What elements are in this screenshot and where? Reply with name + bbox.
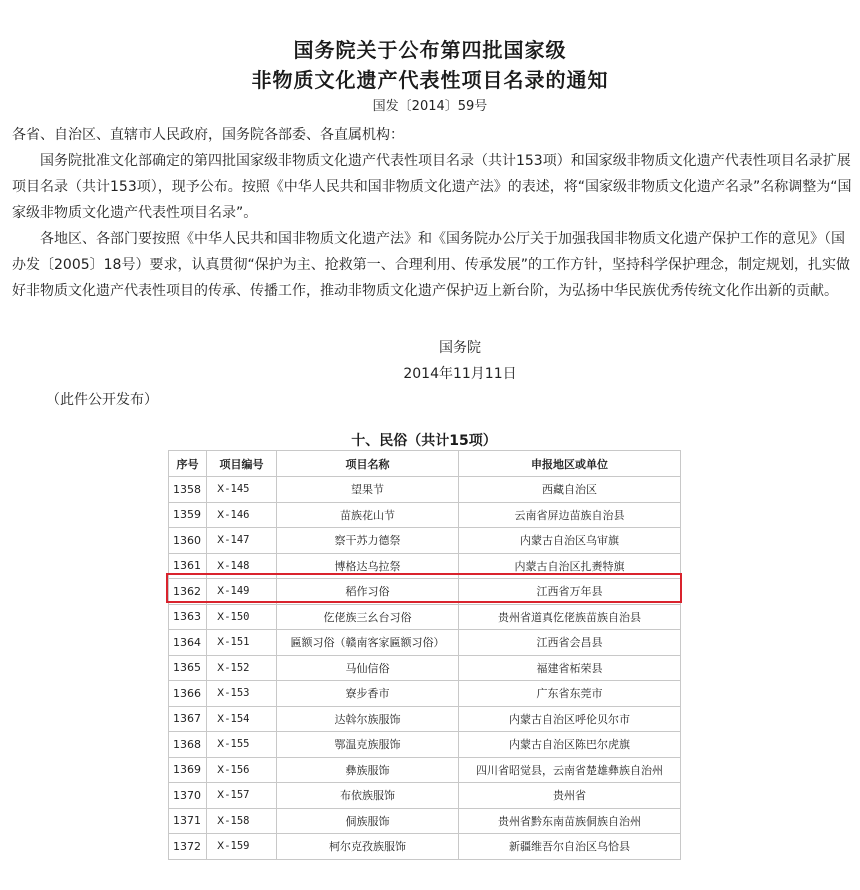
cell-code: Ⅹ-151 (207, 630, 277, 656)
issue-date: 2014年11月11日 (403, 366, 517, 382)
table-row (169, 528, 681, 554)
cell-code: Ⅹ-156 (207, 757, 277, 783)
cell-area: 四川省昭觉县，云南省楚雄彝族自治州 (459, 757, 681, 783)
table-row (169, 655, 681, 681)
cell-name: 布依族服饰 (277, 783, 459, 809)
header-code: 项目编号 (207, 451, 277, 477)
cell-code: Ⅹ-150 (207, 604, 277, 630)
cell-no: 1365 (169, 655, 207, 681)
cell-name: 达斡尔族服饰 (277, 706, 459, 732)
cell-code: Ⅹ-148 (207, 553, 277, 579)
issuer: 国务院 (439, 340, 481, 356)
cell-name: 博格达乌拉祭 (277, 553, 459, 579)
cell-no: 1366 (169, 681, 207, 707)
table-row (169, 706, 681, 732)
cell-code: Ⅹ-145 (207, 477, 277, 503)
cell-name: 匾额习俗（赣南客家匾额习俗） (277, 630, 459, 656)
cell-area: 江西省万年县 (459, 579, 681, 605)
cell-area: 内蒙古自治区扎赉特旗 (459, 553, 681, 579)
cell-code: Ⅹ-153 (207, 681, 277, 707)
cell-area: 新疆维吾尔自治区乌恰县 (459, 834, 681, 860)
cell-no: 1368 (169, 732, 207, 758)
table-row (169, 604, 681, 630)
cell-no: 1371 (169, 808, 207, 834)
cell-name: 马仙信俗 (277, 655, 459, 681)
table-row (169, 783, 681, 809)
cell-code: Ⅹ-157 (207, 783, 277, 809)
table-row (169, 834, 681, 860)
cell-name: 察干苏力德祭 (277, 528, 459, 554)
table-caption: 十、民俗（共计15项） (351, 433, 497, 449)
paragraph-1: 国务院批准文化部确定的第四批国家级非物质文化遗产代表性项目名录（共计153项）和国家级非物质文化遗产代表性项目名录扩展项目名录（共计153项），现予公布。按照《中华人民共和国非物质文化遗产法》的表述，将“国家级非物质文化遗产名录”名称调整为“国家级非物质文化遗产代表性项目名录”。 (12, 153, 852, 221)
cell-code: Ⅹ-155 (207, 732, 277, 758)
cell-area: 西藏自治区 (459, 477, 681, 503)
cell-area: 内蒙古自治区陈巴尔虎旗 (459, 732, 681, 758)
cell-name: 苗族花山节 (277, 502, 459, 528)
cell-area: 云南省屏边苗族自治县 (459, 502, 681, 528)
cell-no: 1372 (169, 834, 207, 860)
table-row (169, 808, 681, 834)
cell-area: 贵州省道真仡佬族苗族自治县 (459, 604, 681, 630)
cell-name: 侗族服饰 (277, 808, 459, 834)
table-row-highlighted (169, 579, 681, 605)
table-row (169, 732, 681, 758)
cell-no: 1362 (169, 579, 207, 605)
table-row (169, 553, 681, 579)
header-no: 序号 (169, 451, 207, 477)
cell-code: Ⅹ-149 (207, 579, 277, 605)
cell-no: 1369 (169, 757, 207, 783)
cell-code: Ⅹ-152 (207, 655, 277, 681)
cell-code: Ⅹ-147 (207, 528, 277, 554)
cell-name: 寮步香市 (277, 681, 459, 707)
cell-code: Ⅹ-158 (207, 808, 277, 834)
cell-code: Ⅹ-159 (207, 834, 277, 860)
cell-name: 望果节 (277, 477, 459, 503)
cell-no: 1361 (169, 553, 207, 579)
cell-no: 1370 (169, 783, 207, 809)
notice-title-line2: 非物质文化遗产代表性项目名录的通知 (251, 68, 609, 92)
cell-area: 广东省东莞市 (459, 681, 681, 707)
table-row (169, 681, 681, 707)
table-row (169, 757, 681, 783)
cell-area: 内蒙古自治区乌审旗 (459, 528, 681, 554)
cell-no: 1358 (169, 477, 207, 503)
cell-name: 彝族服饰 (277, 757, 459, 783)
table-row (169, 477, 681, 503)
addressee: 各省、自治区、直辖市人民政府，国务院各部委、各直属机构： (12, 127, 404, 143)
document-number: 国发〔2014〕59号 (372, 99, 488, 114)
header-name: 项目名称 (277, 451, 459, 477)
cell-area: 内蒙古自治区呼伦贝尔市 (459, 706, 681, 732)
cell-name: 柯尔克孜族服饰 (277, 834, 459, 860)
cell-area: 江西省会昌县 (459, 630, 681, 656)
header-area: 申报地区或单位 (459, 451, 681, 477)
cell-no: 1367 (169, 706, 207, 732)
cell-area: 贵州省 (459, 783, 681, 809)
table-row (169, 502, 681, 528)
table-row (169, 630, 681, 656)
cell-no: 1359 (169, 502, 207, 528)
paragraph-2: 各地区、各部门要按照《中华人民共和国非物质文化遗产法》和《国务院办公厅关于加强我国非物质文化遗产保护工作的意见》（国办发〔2005〕18号）要求，认真贯彻“保护为主、抢救第一、合理利用、传承发展”的工作方针，坚持科学保护理念，制定规划，扎实做好非物质文化遗产代表性项目的传承、传播工作，推动非物质文化遗产保护迈上新台阶，为弘扬中华民族优秀传统文化作出新的贡献。 (12, 231, 850, 299)
cell-name: 鄂温克族服饰 (277, 732, 459, 758)
cell-name: 仡佬族三幺台习俗 (277, 604, 459, 630)
cell-no: 1360 (169, 528, 207, 554)
cell-code: Ⅹ-146 (207, 502, 277, 528)
public-release-note: （此件公开发布） (46, 392, 158, 408)
notice-title-line1: 国务院关于公布第四批国家级 (293, 38, 567, 62)
heritage-list-table (168, 450, 681, 860)
cell-area: 福建省柘荣县 (459, 655, 681, 681)
cell-no: 1364 (169, 630, 207, 656)
cell-area: 贵州省黔东南苗族侗族自治州 (459, 808, 681, 834)
cell-no: 1363 (169, 604, 207, 630)
cell-name: 稻作习俗 (277, 579, 459, 605)
cell-code: Ⅹ-154 (207, 706, 277, 732)
table-header-row (169, 451, 681, 477)
